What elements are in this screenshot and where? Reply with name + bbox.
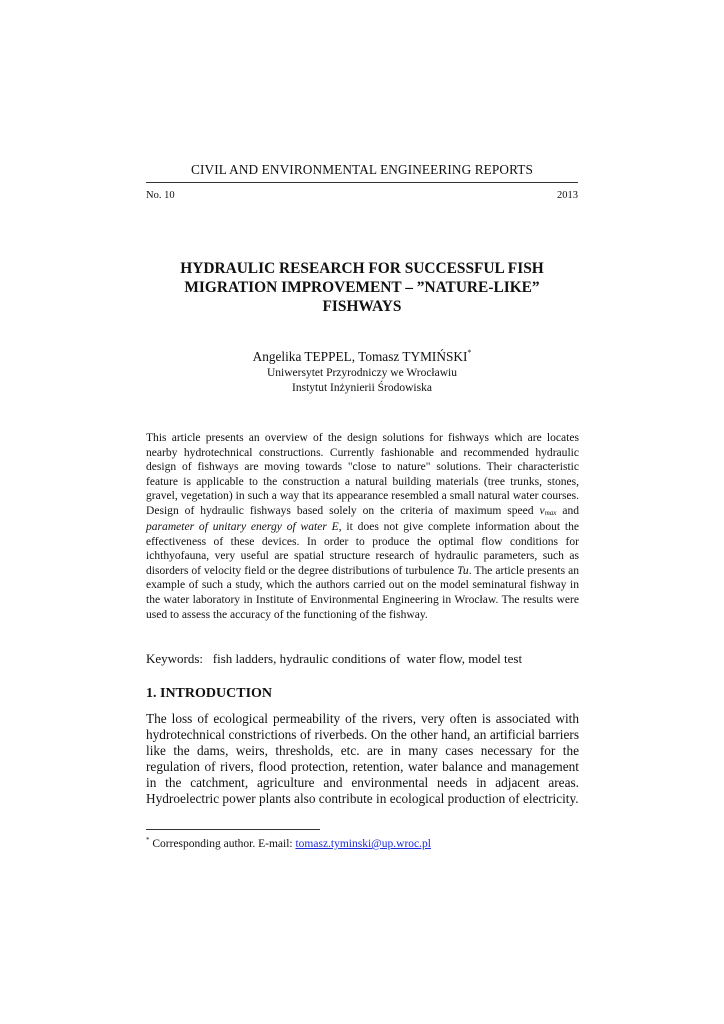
abstract-text: This article presents an overview of the design solutions for fishways which are locates nearby hydrotechnical constructions. Currently fashionable and recommended hydraulic design of fishways are moving towards "close to nature" solutions. Their characteristic feature is applicable to the construction a natural building materials (tree trunks, stones, gravel, vegetation) in such a way that its appearance resembled a small natural water courses. Design of hydraulic fishways based solely on the criteria of maximum speed — [146, 432, 579, 517]
author-names: Angelika TEPPEL, Tomasz TYMIŃSKI — [252, 349, 468, 364]
header-rule — [146, 182, 578, 183]
journal-name: CIVIL AND ENVIRONMENTAL ENGINEERING REPORTS — [191, 162, 533, 177]
abstract-text: and — [556, 504, 579, 517]
introduction-paragraph: The loss of ecological permeability of the rivers, very often is associated with hydrotechnical constrictions of riverbeds. On the other hand, an artificial barriers like the dams, weirs, thresholds, etc. are in many cases necessary for the regulation of rivers, flood protection, retention, water balance and management in the catchment, agriculture and environmental needs in adjacent areas. Hydroelectric power plants also contribute in ecological production of electricity. — [146, 711, 579, 807]
affiliation-institute: Instytut Inżynierii Środowiska — [292, 382, 432, 394]
vmax-symbol: v — [539, 504, 545, 517]
footnote-text: Corresponding author. E-mail: — [149, 838, 296, 850]
title-line: HYDRAULIC RESEARCH FOR SUCCESSFUL FISH — [180, 260, 544, 277]
footnote — [146, 836, 431, 850]
keywords: Keywords: fish ladders, hydraulic conditions of water flow, model test — [146, 651, 523, 666]
footnote-rule — [146, 829, 320, 830]
energy-term: parameter of unitary energy of water E — [146, 521, 339, 534]
title-line: FISHWAYS — [322, 298, 402, 315]
authors — [146, 348, 578, 365]
abstract-text: . The article presents an example of such a study, which the authors carried out on the model seminatural fishway in the water laboratory in Institute of Environmental Engineering in Wrocław. The results were used to assess the accuracy of the functioning of the fishway. — [146, 564, 579, 621]
issue-year: 2013 — [557, 190, 578, 201]
affiliation-university: Uniwersytet Przyrodniczy we Wrocławiu — [267, 367, 457, 379]
abstract-text: , it does not give complete information about the effectiveness of these devices. In order to produce the optimal flow conditions for ichthyofauna, very useful are spatial structure research of hydraulic parameters, such as disorders of velocity field or the degree distributions of turbulence — [146, 521, 580, 577]
abstract — [146, 431, 579, 622]
turbulence-symbol: Tu — [457, 564, 469, 577]
section-heading-introduction: 1. INTRODUCTION — [146, 686, 273, 701]
corresponding-mark: * — [467, 348, 472, 357]
vmax-subscript: max — [544, 508, 557, 517]
paper-title — [146, 259, 578, 316]
title-line: MIGRATION IMPROVEMENT – ”NATURE-LIKE” — [184, 279, 540, 296]
footnote-mark: * — [146, 836, 150, 844]
email-link[interactable]: tomasz.tyminski@up.wroc.pl — [295, 838, 431, 850]
issue-number: No. 10 — [146, 190, 175, 201]
